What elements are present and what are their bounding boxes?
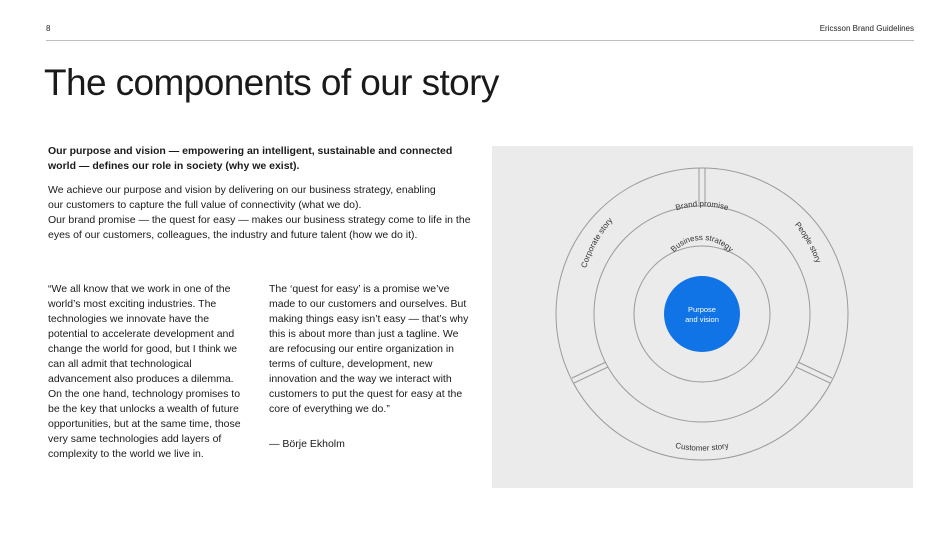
center-label-line1: Purpose xyxy=(688,305,716,314)
quote-column-2: The ‘quest for easy’ is a promise we’ve made to our customers and ourselves. But making things easy isn’t easy — that’s why this is about more than just a tagline. We are refocusing our entire organization in terms of culture, development, new innovation and the way we interact with customers to put the quest for easy at the core of everything we do.” xyxy=(269,283,469,415)
paragraph-business-strategy: We achieve our purpose and vision by delivering on our business strategy, enabling our customers to capture the full value of connectivity (what we do). xyxy=(48,184,436,211)
business-strategy-label: Business strategy xyxy=(668,232,736,254)
page-number: 8 xyxy=(46,24,51,33)
people-story-label: People story xyxy=(793,220,823,264)
brand-promise-label: Brand promise xyxy=(674,199,730,213)
lead-statement: Our purpose and vision — empowering an intelligent, sustainable and connected world — defines our role in society (why we exist). xyxy=(48,145,453,172)
document-title: Ericsson Brand Guidelines xyxy=(819,24,914,33)
purpose-vision-circle xyxy=(664,276,740,352)
center-label-line2: and vision xyxy=(685,315,719,324)
corporate-story-label: Corporate story xyxy=(579,215,615,269)
story-components-diagram xyxy=(492,146,913,488)
customer-story-label: Customer story xyxy=(674,440,730,453)
diagram-canvas xyxy=(492,146,913,488)
quote-column-1: “We all know that we work in one of the world’s most exciting industries. The technologies we innovate have the potential to accelerate development and change the world for good, but I think we can all admit that technological advancement also produces a dilemma. On the one hand, technology promises to be the key that unlocks a wealth of future opportunities, but at the same time, those very same technologies add layers of complexity to the world we live in. xyxy=(48,283,241,460)
paragraph-brand-promise: Our brand promise — the quest for easy — makes our business strategy come to life in the eyes of our customers, colleagues, the industry and future talent (how we do it). xyxy=(48,214,471,241)
quote-attribution: — Börje Ekholm xyxy=(269,438,345,450)
page-title: The components of our story xyxy=(44,62,499,103)
header-divider xyxy=(46,40,914,41)
